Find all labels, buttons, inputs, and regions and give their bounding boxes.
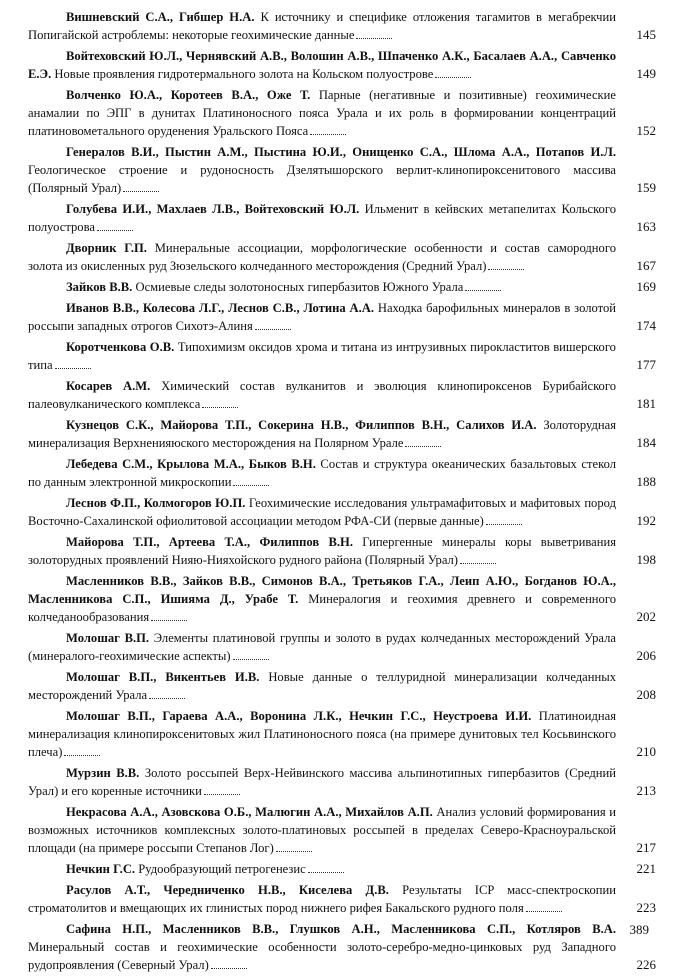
entry-authors: Зайков В.В. xyxy=(66,280,133,294)
toc-entry xyxy=(28,200,656,236)
entry-title: Минералогия и геохимия древнего и современного колчеданообразования xyxy=(28,592,616,624)
entry-authors: Некрасова А.А., Азовскова О.Б., Малюгин А.А., Михайлов А.П. xyxy=(66,805,433,819)
toc-entry-text xyxy=(28,920,656,974)
leader-dots xyxy=(405,445,441,447)
entry-authors: Генералов В.И., Пыстин А.М., Пыстина Ю.И., Онищенко С.А., Шлома А.А., Потапов И.Л. xyxy=(66,145,616,159)
toc-entry-text xyxy=(28,143,656,197)
entry-authors: Вишневский С.А., Гибшер Н.А. xyxy=(66,10,255,24)
entry-authors: Коротченкова О.В. xyxy=(66,340,175,354)
toc-entry xyxy=(28,455,656,491)
entry-page-number: 159 xyxy=(636,180,656,195)
leader-dots xyxy=(233,484,269,486)
toc-entry xyxy=(28,86,656,140)
entry-title: Гипергенные минералы коры выветривания золоторудных проявлений Нияю-Нияхойского рудного района (Полярный Урал) xyxy=(28,535,616,567)
entry-authors: Лебедева С.М., Крылова М.А., Быков В.Н. xyxy=(66,457,316,471)
toc-entry xyxy=(28,707,656,761)
entry-page-number: 221 xyxy=(636,861,656,876)
toc-entry xyxy=(28,629,656,665)
entry-page-number: 167 xyxy=(636,258,656,273)
leader-dots xyxy=(233,658,269,660)
toc-entry xyxy=(28,668,656,704)
toc-entry-text xyxy=(28,8,656,44)
entry-page-number: 210 xyxy=(636,744,656,759)
toc-entry xyxy=(28,8,656,44)
toc-entry xyxy=(28,143,656,197)
entry-page-number: 198 xyxy=(636,552,656,567)
entry-authors: Косарев А.М. xyxy=(66,379,151,393)
toc-entry-text xyxy=(28,629,656,665)
entry-authors: Молошаг В.П., Гараева А.А., Воронина Л.К., Нечкин Г.С., Неустроева И.И. xyxy=(66,709,532,723)
entry-authors: Волченко Ю.А., Коротеев В.А., Оже Т. xyxy=(66,88,311,102)
entry-page-number: 177 xyxy=(636,357,656,372)
entry-page-number: 174 xyxy=(636,318,656,333)
entry-page-number: 184 xyxy=(636,435,656,450)
entry-title: Минеральный состав и геохимические особенности золото-серебро-медно-цинковых руд Западного рудопроявления (Северный Урал) xyxy=(28,940,616,972)
entry-title: Результаты ICP масс-спектроскопии строматолитов и вмещающих их глинистых пород нижнего рифея Бакальского рудного поля xyxy=(28,883,617,915)
entry-title: Новые проявления гидротермального золота на Кольском полуострове xyxy=(54,67,434,81)
toc-entry-text xyxy=(28,338,656,374)
entry-page-number: 145 xyxy=(636,27,656,42)
toc-entry-text xyxy=(28,533,656,569)
toc-entry xyxy=(28,764,656,800)
toc-entry-text xyxy=(28,47,656,83)
entry-title: Новые данные о теллуридной минерализации колчеданных месторождений Урала xyxy=(28,670,616,702)
toc-entry xyxy=(28,881,656,917)
toc-entry-text xyxy=(28,416,656,452)
leader-dots xyxy=(151,619,187,621)
toc-entry xyxy=(28,377,656,413)
entry-page-number: 192 xyxy=(636,513,656,528)
leader-dots xyxy=(526,910,562,912)
toc-entry-text xyxy=(28,455,656,491)
toc-entry xyxy=(28,572,656,626)
toc-entry xyxy=(28,338,656,374)
leader-dots xyxy=(55,367,91,369)
entry-authors: Масленников В.В., Зайков В.В., Симонов В.А., Третьяков Г.А., Леип А.Ю., Богданов Ю.А., Масленникова С.П., Ишияма Д., Урабе Т. xyxy=(28,574,616,606)
entry-authors: Кузнецов С.К., Майорова Т.П., Сокерина Н.В., Филиппов В.Н., Салихов И.А. xyxy=(66,418,537,432)
entry-title: Геохимические исследования ультрамафитовых и мафитовых пород Восточно-Сахалинской офиолитовой ассоциации методом РФА-СИ (первые данные) xyxy=(28,496,616,528)
entry-page-number: 223 xyxy=(636,900,656,915)
entry-title: Химический состав вулканитов и эволюция клинопироксенов Бурибайского палеовулканического комплекса xyxy=(28,379,616,411)
leader-dots xyxy=(64,754,100,756)
entry-authors: Сафина Н.П., Масленников В.В., Глушков А.Н., Масленникова С.П., Котляров В.А. xyxy=(66,922,616,936)
entry-title: Минеральные ассоциации, морфологические особенности и состав самородного золота из окисленных руд Зюзельского колчеданного месторождения (Средний Урал) xyxy=(28,241,616,273)
toc-entry xyxy=(28,494,656,530)
toc-entry-text xyxy=(28,707,656,761)
entry-title: Золоторудная минерализация Верхненияюского месторождения на Полярном Урале xyxy=(28,418,616,450)
toc-entry-text xyxy=(28,86,656,140)
toc-entry-text xyxy=(28,572,656,626)
toc-entry-text xyxy=(28,299,656,335)
entry-title: Парные (негативные и позитивные) геохимические анамалии по ЭПГ в дунитах Платиноносного пояса Урала и их роль в формировании концентраций платиновометального оруденения Уральского Пояса xyxy=(28,88,617,138)
entry-title: Находка барофильных минералов в золотой россыпи западных отрогов Сихотэ-Алиня xyxy=(28,301,616,333)
leader-dots xyxy=(308,871,344,873)
leader-dots xyxy=(460,562,496,564)
entry-title: Платиноидная минерализация клинопироксенитовых жил Платиноносного пояса (на примере дунитовых тел Косьвинского плеча) xyxy=(28,709,616,759)
entry-authors: Молошаг В.П. xyxy=(66,631,150,645)
entry-title: Элементы платиновой группы и золото в рудах колчеданных месторождений Урала (минералого-геохимические аспекты) xyxy=(28,631,616,663)
entry-title: Ильменит в кейвских метапелитах Кольского полуострова xyxy=(28,202,616,234)
table-of-contents xyxy=(28,8,656,977)
toc-entry xyxy=(28,416,656,452)
toc-entry-text xyxy=(28,377,656,413)
entry-page-number: 217 xyxy=(636,840,656,855)
entry-title: Осмиевые следы золотоносных гипербазитов Южного Урала xyxy=(135,280,464,294)
entry-page-number: 188 xyxy=(636,474,656,489)
entry-page-number: 169 xyxy=(636,279,656,294)
toc-entry xyxy=(28,533,656,569)
entry-page-number: 206 xyxy=(636,648,656,663)
toc-entry xyxy=(28,47,656,83)
toc-entry xyxy=(28,803,656,857)
entry-title: Состав и структура океанических базальтовых стекол по данным электронной микроскопии xyxy=(28,457,616,489)
entry-page-number: 202 xyxy=(636,609,656,624)
leader-dots xyxy=(356,37,392,39)
toc-entry xyxy=(28,299,656,335)
entry-authors: Дворник Г.П. xyxy=(66,241,147,255)
leader-dots xyxy=(149,697,185,699)
leader-dots xyxy=(465,289,501,291)
leader-dots xyxy=(488,268,524,270)
toc-entry-text xyxy=(28,278,656,296)
entry-page-number: 152 xyxy=(636,123,656,138)
toc-entry xyxy=(28,860,656,878)
toc-entry-text xyxy=(28,803,656,857)
toc-entry-text xyxy=(28,860,656,878)
entry-authors: Леснов Ф.П., Колмогоров Ю.П. xyxy=(66,496,246,510)
toc-entry-text xyxy=(28,764,656,800)
entry-authors: Молошаг В.П., Викентьев И.В. xyxy=(66,670,260,684)
entry-authors: Иванов В.В., Колесова Л.Г., Леснов С.В., Лотина А.А. xyxy=(66,301,374,315)
toc-entry-text xyxy=(28,881,656,917)
entry-title: Анализ условий формирования и возможных источников комплексных золото-платиновых россыпей в пределах Северо-Красноуральской площади (на примере россыпи Степанов Лог) xyxy=(28,805,616,855)
page-number: 389 xyxy=(629,922,649,937)
entry-page-number: 163 xyxy=(636,219,656,234)
entry-page-number: 208 xyxy=(636,687,656,702)
entry-authors: Голубева И.И., Махлаев Л.В., Войтеховский Ю.Л. xyxy=(66,202,360,216)
entry-page-number: 226 xyxy=(636,957,656,972)
entry-authors: Нечкин Г.С. xyxy=(66,862,136,876)
leader-dots xyxy=(486,523,522,525)
toc-entry xyxy=(28,278,656,296)
leader-dots xyxy=(97,229,133,231)
leader-dots xyxy=(211,967,247,969)
entry-authors: Майорова Т.П., Артеева Т.А., Филиппов В.Н. xyxy=(66,535,353,549)
entry-authors: Мурзин В.В. xyxy=(66,766,140,780)
toc-entry-text xyxy=(28,239,656,275)
toc-entry-text xyxy=(28,494,656,530)
entry-title: Типохимизм оксидов хрома и титана из интрузивных пирокластитов вишерского типа xyxy=(28,340,616,372)
leader-dots xyxy=(435,76,471,78)
leader-dots xyxy=(202,406,238,408)
entry-title: Геологическое строение и рудоносность Дзелятышорского верлит-клинопироксенитового массива (Полярный Урал) xyxy=(28,163,616,195)
leader-dots xyxy=(310,133,346,135)
entry-page-number: 181 xyxy=(636,396,656,411)
toc-entry xyxy=(28,920,656,974)
leader-dots xyxy=(276,850,312,852)
entry-title: Рудообразующий петрогенезис xyxy=(138,862,306,876)
entry-title: Золото россыпей Верх-Нейвинского массива альпинотипных гипербазитов (Средний Урал) и его коренные источники xyxy=(28,766,616,798)
entry-authors: Войтеховский Ю.Л., Чернявский А.В., Волошин А.В., Шпаченко А.К., Басалаев А.А., Савченко Е.Э. xyxy=(28,49,616,81)
entry-authors: Расулов А.Т., Чередниченко Н.В., Киселева Д.В. xyxy=(66,883,389,897)
leader-dots xyxy=(255,328,291,330)
leader-dots xyxy=(123,190,159,192)
entry-page-number: 213 xyxy=(636,783,656,798)
entry-page-number: 149 xyxy=(636,66,656,81)
toc-entry-text xyxy=(28,668,656,704)
toc-entry-text xyxy=(28,200,656,236)
entry-title: К источнику и специфике отложения тагамитов в мегабрекчии Попигайской астроблемы: некоторые геохимические данные xyxy=(28,10,616,42)
toc-entry xyxy=(28,239,656,275)
leader-dots xyxy=(204,793,240,795)
